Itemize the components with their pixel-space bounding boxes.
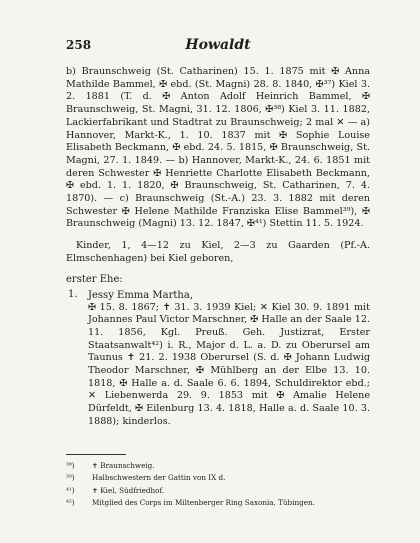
entry-name: Jessy Emma Martha, <box>88 289 194 301</box>
entry-text: ✠ 15. 8. 1867; ✝ 31. 3. 1939 Kiel; ✕ Kiel 30. 9. 1891 mit Johannes Paul Victor Marschner, ✠ Halle an der Saale 12. 11. 1856, Kgl. Preuß. Geh. Justizrat, Erster Staatsanwalt⁴²) i. R., Major d. L. a. D. zu Oberursel am Taunus ✝ 21. 2. 1938 Oberursel (S. d. ✠ Johann Ludwig Theodor Marschner, ✠ Mühlberg an der Elbe 13. 10. 1818, ✠ Halle a. d. Saale 6. 6. 1894, Schuldirektor ebd.; ✕ Liebenwerda 29. 9. 1853 mit ✠ Amalie Helene Dürfeldt, ✠ Eilenburg 13. 4. 1818, Halle a. d. Saale 10. 3. 1888); kinderlos. <box>88 301 370 427</box>
footnote-text: Mitglied des Corps im Miltenberger Ring Saxonia, Tübingen. <box>92 498 315 508</box>
paragraph-b: b) Braunschweig (St. Catharinen) 15. 1. 1875 mit ✠ Anna Mathilde Bammel, ✠ ebd. (St. Magni) 28. 8. 1840, ✠³⁷) Kiel 3. 2. 1881 (T. d. ✠ Anton Adolf Heinrich Bammel, ✠ Braunschweig, St. Magni, 31. 12. 1806, ✠³⁸) Kiel 3. 11. 1882, Lackierfabrikant und Stadtrat zu Braunschweig; 2 mal ✕ — a) Hannover, Markt-K., 1. 10. 1837 mit ✠ Sophie Louise Elisabeth Beckmann, ✠ ebd. 24. 5. 1815, ✠ Braunschweig, St. Magni, 27. 1. 1849. — b) Hannover, Markt-K., 24. 6. 1851 mit deren Schwester ✠ Henriette Charlotte Elisabeth Beckmann, ✠ ebd. 1. 1. 1820, ✠ Braunschweig, St. Catharinen, 7. 4. 1870). — c) Braunschweig (St.-A.) 23. 3. 1882 mit deren Schwester ✠ Helene Mathilde Franziska Elise Bammel³⁹), ✠ Braunschweig (Magni) 13. 12. 1847, ✠⁴¹) Stettin 11. 5. 1924. <box>66 66 370 230</box>
footnotes <box>66 460 386 510</box>
list-item <box>66 289 370 429</box>
children-paragraph: Kinder, 1, 4—12 zu Kiel, 2—3 zu Gaarden (Pf.-A. Elmschenhagen) bei Kiel geboren, <box>66 240 370 264</box>
footnote-number: ³⁸) <box>66 461 75 470</box>
footnote <box>66 460 386 472</box>
running-head: Howaldt <box>185 37 251 53</box>
footnote <box>66 485 386 497</box>
page-number: 258 <box>66 38 92 52</box>
footnote-text: Halbschwestern der Gattin von IX d. <box>92 473 226 483</box>
footnote-number: ³⁹) <box>66 473 75 483</box>
entry-number: 1. <box>68 288 78 300</box>
page-body <box>66 66 370 429</box>
footnote-number: ⁴²) <box>66 498 75 508</box>
footnote-divider <box>66 454 126 455</box>
footnote-text: ✝ Braunschweig. <box>92 461 155 470</box>
marriage-heading: erster Ehe: <box>66 273 123 285</box>
footnote <box>66 497 386 509</box>
footnote-number: ⁴¹) <box>66 485 75 495</box>
footnote-text: ✝ Kiel, Südfriedhof. <box>92 485 165 495</box>
footnote <box>66 472 386 484</box>
entry-body <box>88 289 370 429</box>
